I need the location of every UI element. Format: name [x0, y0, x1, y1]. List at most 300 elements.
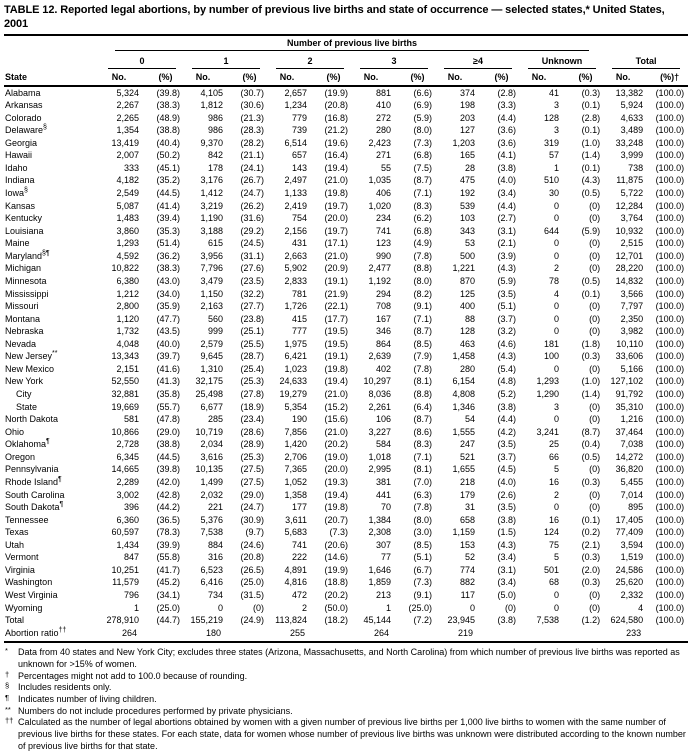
pct-cell: (44.7)	[156, 615, 180, 626]
table-row	[4, 514, 688, 527]
state-cell: Pennsylvania	[5, 464, 59, 475]
no-cell: 10,719	[195, 426, 223, 437]
pct-cell: (38.8)	[156, 125, 180, 136]
pct-cell: (0.1)	[581, 125, 601, 136]
pct-cell: (17.1)	[324, 238, 348, 249]
pct-cell: (3.4)	[497, 552, 516, 563]
state-cell: New Jersey**	[5, 350, 58, 362]
no-cell: 1,354	[116, 125, 139, 136]
pct-cell: (19.4)	[324, 162, 348, 173]
pct-cell: (25.3)	[240, 376, 264, 387]
state-cell: Indiana	[5, 175, 35, 186]
pct-cell: (0.1)	[581, 514, 601, 525]
pct-cell: (27.5)	[240, 464, 264, 475]
pct-cell: (8.3)	[413, 439, 432, 450]
table-row	[4, 376, 688, 389]
no-cell: 343	[459, 225, 475, 236]
no-cell: 55	[380, 162, 391, 173]
pct-cell: (100.0)	[655, 275, 685, 286]
pct-cell: (0.1)	[581, 162, 601, 173]
no-cell: 1,035	[368, 175, 391, 186]
state-cell: Mississippi	[5, 288, 49, 299]
pct-cell: (100.0)	[655, 464, 685, 475]
ratio-cell	[520, 627, 604, 642]
table-row	[4, 162, 688, 175]
no-cell: 431	[291, 238, 307, 249]
state-cell: Kentucky	[5, 213, 43, 224]
pct-cell: (44.2)	[156, 502, 180, 513]
pct-cell: (40.0)	[156, 338, 180, 349]
state-cell: Oklahoma¶	[5, 438, 50, 450]
no-cell: 0	[469, 602, 475, 613]
no-cell: 5	[553, 552, 559, 563]
ratio-cell: 233	[604, 627, 688, 642]
no-cell: 1,483	[116, 213, 139, 224]
no-cell: 32,881	[111, 389, 139, 400]
no-cell: 2,261	[368, 401, 391, 412]
no-cell: 381	[375, 476, 391, 487]
state-cell: Louisiana	[5, 225, 44, 236]
no-cell: 406	[375, 188, 391, 199]
no-cell: 6,380	[116, 275, 139, 286]
pct-cell: (2.8)	[497, 87, 516, 98]
no-cell: 581	[123, 414, 139, 425]
footnote	[4, 682, 688, 694]
pct-cell: (0.4)	[581, 439, 601, 450]
pct-cell: (4.1)	[497, 150, 516, 161]
table-row	[4, 426, 688, 439]
pct-cell: (100.0)	[655, 162, 685, 173]
pct-cell: (0)	[589, 200, 601, 211]
state-cell: Montana	[5, 313, 41, 324]
pct-cell: (48.9)	[156, 112, 180, 123]
table-row	[4, 564, 688, 577]
state-cell: North Dakota	[5, 414, 59, 425]
pct-cell: (45.2)	[156, 577, 180, 588]
no-cell: 3,956	[200, 250, 223, 261]
no-cell: 125	[459, 288, 475, 299]
pct-cell: (3.5)	[497, 502, 516, 513]
no-cell: 3,002	[116, 489, 139, 500]
no-cell: 11,579	[112, 577, 139, 588]
pct-cell: (100.0)	[655, 439, 685, 450]
no-cell: 2,657	[284, 87, 307, 98]
no-cell: 3	[553, 100, 559, 111]
no-cell: 32,175	[195, 376, 223, 387]
state-cell: Minnesota	[5, 275, 47, 286]
pct-cell: (31.1)	[240, 250, 264, 261]
pct-cell: (4.4)	[497, 112, 516, 123]
no-cell: 3,764	[620, 213, 644, 224]
no-cell: 57	[548, 150, 559, 161]
pct-cell: (100.0)	[655, 137, 685, 148]
pct-cell: (0)	[589, 326, 601, 337]
state-cell: Iowa§	[5, 187, 28, 199]
table-row	[4, 552, 688, 565]
no-column-header: No.	[352, 70, 399, 85]
pct-cell: (7.1)	[413, 313, 432, 324]
no-cell: 36,820	[615, 464, 644, 475]
no-cell: 884	[207, 539, 223, 550]
no-cell: 658	[459, 514, 475, 525]
table-row	[4, 464, 688, 477]
no-cell: 167	[375, 313, 391, 324]
pct-cell: (31.5)	[240, 590, 264, 601]
subheader-row	[4, 70, 688, 85]
no-cell: 2,156	[284, 225, 307, 236]
no-cell: 77,409	[615, 527, 644, 538]
pct-cell: (3.2)	[497, 326, 516, 337]
table-row	[4, 363, 688, 376]
no-cell: 181	[543, 338, 559, 349]
no-cell: 881	[375, 87, 391, 98]
pct-cell: (15.6)	[324, 414, 348, 425]
no-cell: 70	[380, 502, 391, 513]
no-cell: 1,555	[452, 426, 475, 437]
no-cell: 25,620	[615, 577, 644, 588]
table-row	[4, 602, 688, 615]
no-cell: 986	[207, 112, 223, 123]
no-cell: 75	[548, 539, 559, 550]
no-cell: 0	[553, 250, 559, 261]
pct-cell: (3.1)	[497, 564, 516, 575]
no-cell: 1,203	[452, 137, 475, 148]
pct-cell: (2.1)	[581, 539, 601, 550]
no-cell: 10,110	[616, 338, 644, 349]
table-row	[4, 439, 688, 452]
no-cell: 5,376	[200, 514, 223, 525]
pct-cell: (4.3)	[581, 175, 601, 186]
table-row	[4, 476, 688, 489]
pct-cell: (24.6)	[240, 539, 264, 550]
no-cell: 66	[548, 451, 559, 462]
pct-cell: (19.8)	[324, 363, 348, 374]
no-cell: 1,346	[452, 401, 475, 412]
pct-cell: (41.4)	[156, 200, 180, 211]
pct-cell: (24.7)	[240, 188, 264, 199]
no-cell: 441	[375, 489, 391, 500]
pct-cell: (19.8)	[324, 502, 348, 513]
no-cell: 13,419	[111, 137, 139, 148]
pct-cell: (8.7)	[413, 414, 432, 425]
pct-cell: (21.0)	[324, 389, 348, 400]
pct-cell: (18.8)	[324, 577, 348, 588]
pct-cell: (23.5)	[240, 275, 264, 286]
pct-cell: (3.7)	[497, 451, 516, 462]
no-cell: 5,924	[620, 100, 644, 111]
no-cell: 6,523	[200, 564, 223, 575]
no-cell: 3,489	[620, 125, 644, 136]
pct-cell: (100.0)	[655, 200, 685, 211]
pct-cell: (100.0)	[655, 527, 685, 538]
no-cell: 177	[291, 502, 307, 513]
pct-cell: (23.8)	[240, 313, 264, 324]
pct-cell: (4.0)	[497, 476, 516, 487]
no-cell: 52,550	[111, 376, 139, 387]
pct-cell: (100.0)	[655, 188, 685, 199]
pct-cell: (32.2)	[240, 288, 264, 299]
pct-cell: (8.2)	[413, 288, 432, 299]
pct-cell: (35.8)	[156, 389, 180, 400]
pct-cell: (100.0)	[655, 489, 685, 500]
pct-cell: (8.5)	[413, 539, 432, 550]
pct-cell: (1.0)	[581, 137, 601, 148]
no-cell: 847	[123, 552, 139, 563]
group-header-total	[604, 52, 688, 70]
no-cell: 9,645	[200, 351, 223, 362]
group-blank	[4, 52, 100, 70]
no-cell: 870	[459, 275, 475, 286]
pct-cell: (5.1)	[497, 301, 516, 312]
no-cell: 4	[553, 288, 559, 299]
pct-cell: (20.2)	[324, 590, 348, 601]
footnote-text: Includes residents only.	[18, 682, 112, 693]
pct-cell: (8.6)	[413, 426, 432, 437]
no-cell: 2	[301, 602, 307, 613]
no-cell: 739	[291, 125, 307, 136]
state-cell: West Virginia	[5, 590, 58, 601]
pct-cell: (8.1)	[413, 464, 432, 475]
pct-cell: (28.2)	[240, 137, 264, 148]
pct-cell: (7.3)	[413, 577, 432, 588]
no-cell: 1	[553, 162, 559, 173]
no-cell: 3,616	[200, 451, 223, 462]
no-cell: 4,633	[620, 112, 644, 123]
pct-cell: (100.0)	[655, 326, 685, 337]
no-cell: 1,975	[284, 338, 307, 349]
pct-cell: (3.8)	[497, 401, 516, 412]
no-cell: 1,221	[452, 263, 475, 274]
no-cell: 192	[459, 188, 475, 199]
pct-cell: (3.8)	[497, 514, 516, 525]
no-cell: 1,216	[620, 414, 644, 425]
no-cell: 2,477	[368, 263, 391, 274]
no-cell: 2,332	[620, 590, 644, 601]
no-cell: 539	[459, 200, 475, 211]
pct-cell: (34.1)	[156, 590, 180, 601]
pct-cell: (9.1)	[413, 590, 432, 601]
no-cell: 1,384	[368, 514, 391, 525]
pct-cell: (7.3)	[413, 137, 432, 148]
table-row	[4, 225, 688, 238]
no-cell: 1,120	[116, 313, 139, 324]
no-cell: 12,701	[615, 250, 644, 261]
no-cell: 6,360	[116, 514, 139, 525]
pct-cell: (0.1)	[581, 100, 601, 111]
table-row	[4, 86, 688, 100]
no-cell: 165	[459, 150, 475, 161]
no-cell: 5,087	[116, 200, 139, 211]
no-column-header: No.	[268, 70, 315, 85]
pct-cell: (55.8)	[156, 552, 180, 563]
pct-cell: (21.1)	[240, 150, 264, 161]
pct-cell: (1.5)	[497, 527, 516, 538]
table-row	[4, 212, 688, 225]
table-row	[4, 614, 688, 627]
no-cell: 3,566	[620, 288, 644, 299]
pct-cell: (7.5)	[413, 162, 432, 173]
no-cell: 88	[464, 313, 475, 324]
no-cell: 190	[291, 414, 307, 425]
pct-cell: (100.0)	[655, 250, 685, 261]
no-cell: 741	[291, 539, 307, 550]
pct-cell: (0.3)	[581, 577, 601, 588]
no-cell: 31	[464, 502, 475, 513]
no-cell: 501	[543, 564, 559, 575]
no-cell: 10,822	[111, 263, 139, 274]
no-cell: 2,151	[116, 363, 139, 374]
pct-cell: (30.6)	[240, 100, 264, 111]
pct-cell: (19.0)	[324, 451, 348, 462]
pct-cell: (0)	[589, 590, 601, 601]
no-cell: 4	[638, 602, 644, 613]
no-cell: 2,267	[116, 100, 139, 111]
no-cell: 45,144	[363, 615, 391, 626]
no-cell: 178	[207, 162, 223, 173]
no-cell: 2,423	[368, 137, 391, 148]
pct-cell: (7.0)	[413, 476, 432, 487]
pct-cell: (4.4)	[497, 200, 516, 211]
no-cell: 3,594	[620, 539, 644, 550]
pct-cell: (3.7)	[497, 313, 516, 324]
no-cell: 28,220	[615, 263, 644, 274]
pct-cell: (19.5)	[324, 338, 348, 349]
no-cell: 415	[291, 313, 307, 324]
group-header-1	[184, 52, 268, 70]
no-cell: 1,655	[452, 464, 475, 475]
pct-cell: (6.7)	[413, 564, 432, 575]
footnote	[4, 694, 688, 706]
pct-cell: (19.1)	[324, 351, 348, 362]
no-cell: 6,345	[116, 451, 139, 462]
pct-cell: (100.0)	[655, 476, 685, 487]
state-footnote-marker: §	[24, 187, 28, 195]
state-cell: Oregon	[5, 451, 36, 462]
table-row	[4, 150, 688, 163]
state-cell: Wyoming	[5, 602, 43, 613]
pct-cell: (100.0)	[655, 389, 685, 400]
no-cell: 2,308	[368, 527, 391, 538]
pct-cell: (39.7)	[156, 351, 180, 362]
page-title: TABLE 12. Reported legal abortions, by number of previous live births and state of occurrence — selected states,* United States, 2001	[4, 4, 665, 31]
no-cell: 10,297	[363, 376, 391, 387]
pct-cell: (100.0)	[655, 288, 685, 299]
state-footnote-marker: ¶	[46, 438, 50, 446]
no-cell: 7,538	[200, 527, 223, 538]
no-column-header: No.	[520, 70, 567, 85]
no-cell: 25,498	[195, 389, 223, 400]
no-cell: 222	[291, 552, 307, 563]
pct-cell: (6.4)	[413, 401, 432, 412]
pct-cell: (21.0)	[324, 250, 348, 261]
state-cell: Virginia	[5, 564, 35, 575]
no-cell: 1,212	[116, 288, 139, 299]
pct-cell: (3.0)	[413, 527, 432, 538]
no-cell: 1,020	[368, 200, 391, 211]
pct-cell: (16.4)	[324, 150, 348, 161]
table-row	[4, 451, 688, 464]
no-cell: 2,265	[116, 112, 139, 123]
no-cell: 3,982	[620, 326, 644, 337]
no-cell: 3,860	[116, 225, 139, 236]
no-cell: 10,866	[111, 426, 139, 437]
no-cell: 624,580	[610, 615, 644, 626]
no-cell: 864	[375, 338, 391, 349]
no-cell: 0	[553, 213, 559, 224]
pct-cell: (25.0)	[240, 577, 264, 588]
no-cell: 2,663	[284, 250, 307, 261]
no-cell: 2,800	[116, 301, 139, 312]
pct-cell: (3.8)	[497, 162, 516, 173]
no-cell: 2,639	[368, 351, 391, 362]
no-cell: 6,514	[284, 137, 307, 148]
no-cell: 6,416	[200, 577, 223, 588]
no-cell: 0	[553, 238, 559, 249]
pct-cell: (47.8)	[156, 414, 180, 425]
no-cell: 1,150	[200, 288, 223, 299]
pct-cell: (6.8)	[413, 150, 432, 161]
pct-cell: (1.8)	[581, 338, 601, 349]
state-footnote-marker: **	[52, 350, 58, 358]
footnote	[4, 671, 688, 683]
pct-cell: (100.0)	[655, 112, 685, 123]
pct-cell: (100.0)	[655, 238, 685, 249]
no-cell: 3,188	[200, 225, 223, 236]
pct-cell: (7.1)	[413, 188, 432, 199]
pct-cell: (4.3)	[497, 351, 516, 362]
pct-cell: (55.7)	[156, 401, 180, 412]
no-cell: 124	[543, 527, 559, 538]
pct-cell: (28.9)	[240, 439, 264, 450]
pct-cell: (100.0)	[655, 363, 685, 374]
no-cell: 882	[459, 577, 475, 588]
pct-cell: (45.1)	[156, 162, 180, 173]
pct-cell: (27.8)	[240, 389, 264, 400]
pct-column-header: (%)	[483, 70, 520, 85]
pct-cell: (2.7)	[497, 213, 516, 224]
pct-cell: (19.5)	[324, 326, 348, 337]
no-cell: 1,234	[284, 100, 307, 111]
pct-cell: (31.6)	[240, 213, 264, 224]
pct-cell: (0)	[589, 238, 601, 249]
state-cell: Tennessee	[5, 514, 49, 525]
table-row	[4, 501, 688, 514]
state-cell: Missouri	[5, 301, 39, 312]
pct-cell: (24.9)	[240, 615, 264, 626]
no-cell: 4,592	[116, 250, 139, 261]
no-cell: 615	[207, 238, 223, 249]
group-label: 2	[276, 55, 344, 69]
no-cell: 0	[553, 502, 559, 513]
pct-cell: (4.2)	[497, 426, 516, 437]
no-cell: 113,824	[275, 615, 307, 626]
pct-cell: (28.3)	[240, 125, 264, 136]
pct-cell: (18.9)	[240, 401, 264, 412]
state-cell: New Mexico	[5, 363, 55, 374]
state-footnote-marker: ††	[58, 626, 67, 634]
pct-cell: (0.3)	[581, 552, 601, 563]
no-cell: 6,421	[284, 351, 307, 362]
pct-cell: (100.0)	[655, 301, 685, 312]
pct-cell: (34.0)	[156, 288, 180, 299]
pct-cell: (0.3)	[581, 87, 601, 98]
pct-cell: (100.0)	[655, 539, 685, 550]
no-cell: 1,358	[284, 489, 307, 500]
no-cell: 8,036	[368, 389, 391, 400]
no-cell: 346	[375, 326, 391, 337]
pct-cell: (9.7)	[245, 527, 264, 538]
table-row	[4, 577, 688, 590]
